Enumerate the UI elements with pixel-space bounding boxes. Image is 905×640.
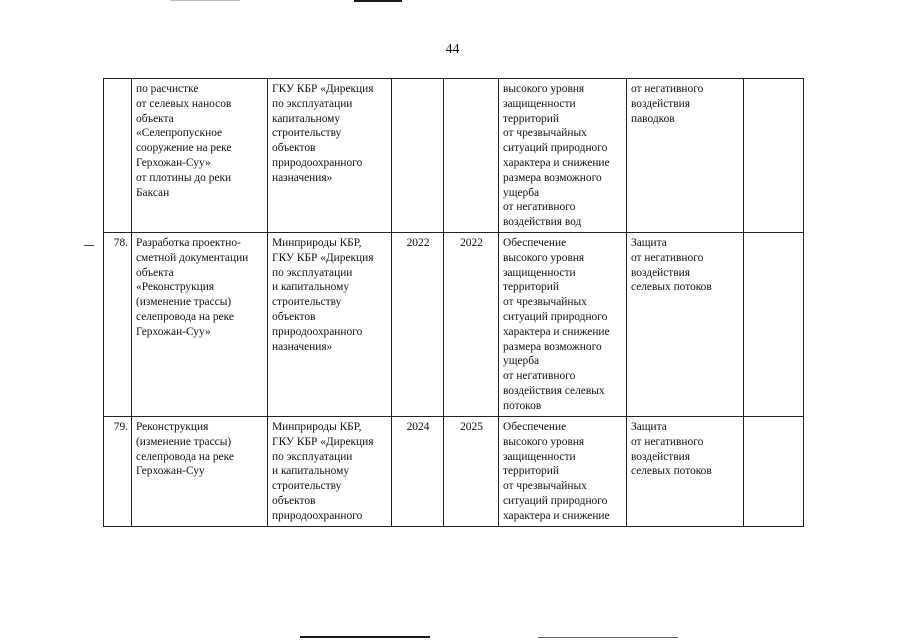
cell-number: [104, 79, 132, 233]
cell-end-year: 2025: [444, 416, 499, 526]
cell-start-year: 2022: [392, 232, 444, 416]
cell-end-year: [444, 79, 499, 233]
cell-start-year: 2024: [392, 416, 444, 526]
cell-executor: ГКУ КБР «Дирекция по эксплуатации капитальному строительству объектов природоохранного назначения»: [268, 79, 392, 233]
cell-number: 79.: [104, 416, 132, 526]
cell-number: 78.: [104, 232, 132, 416]
cell-end-year: 2022: [444, 232, 499, 416]
cell-executor: Минприроды КБР, ГКУ КБР «Дирекция по эксплуатации и капитальному строительству объектов природоохранного назначения»: [268, 232, 392, 416]
scan-artifact-top-faint: [170, 0, 240, 1]
cell-goal: Обеспечение высокого уровня защищенности территорий от чрезвычайных ситуаций природного характера и снижение размера возможного ущерба от негативного воздействия селевых потоков: [499, 232, 627, 416]
page-number: 44: [445, 42, 460, 57]
cell-measure-name: Реконструкция (изменение трассы) селепровода на реке Герхожан-Суу: [132, 416, 268, 526]
cell-extra: [744, 232, 804, 416]
cell-goal: высокого уровня защищенности территорий от чрезвычайных ситуаций природного характера и снижение размера возможного ущерба от негативного воздействия вод: [499, 79, 627, 233]
cell-goal: Обеспечение высокого уровня защищенности территорий от чрезвычайных ситуаций природного характера и снижение: [499, 416, 627, 526]
table-row: [104, 232, 804, 416]
table-row: [104, 79, 804, 233]
cell-result: Защита от негативного воздействия селевых потоков: [627, 416, 744, 526]
measures-table: [103, 78, 804, 527]
table-row: [104, 416, 804, 526]
scan-artifact-bottom-left: [300, 636, 430, 638]
cell-measure-name: по расчистке от селевых наносов объекта «Селепропускное сооружение на реке Герхожан-Суу» от плотины до реки Баксан: [132, 79, 268, 233]
cell-executor: Минприроды КБР, ГКУ КБР «Дирекция по эксплуатации и капитальному строительству объектов природоохранного: [268, 416, 392, 526]
cell-result: от негативного воздействия паводков: [627, 79, 744, 233]
cell-extra: [744, 416, 804, 526]
cell-start-year: [392, 79, 444, 233]
cell-result: Защита от негативного воздействия селевых потоков: [627, 232, 744, 416]
cell-measure-name: Разработка проектно- сметной документации объекта «Реконструкция (изменение трассы) селепровода на реке Герхожан-Суу»: [132, 232, 268, 416]
scan-artifact-top: [354, 0, 402, 2]
margin-mark: [84, 245, 94, 246]
scan-artifact-bottom-right: [538, 637, 678, 638]
cell-extra: [744, 79, 804, 233]
